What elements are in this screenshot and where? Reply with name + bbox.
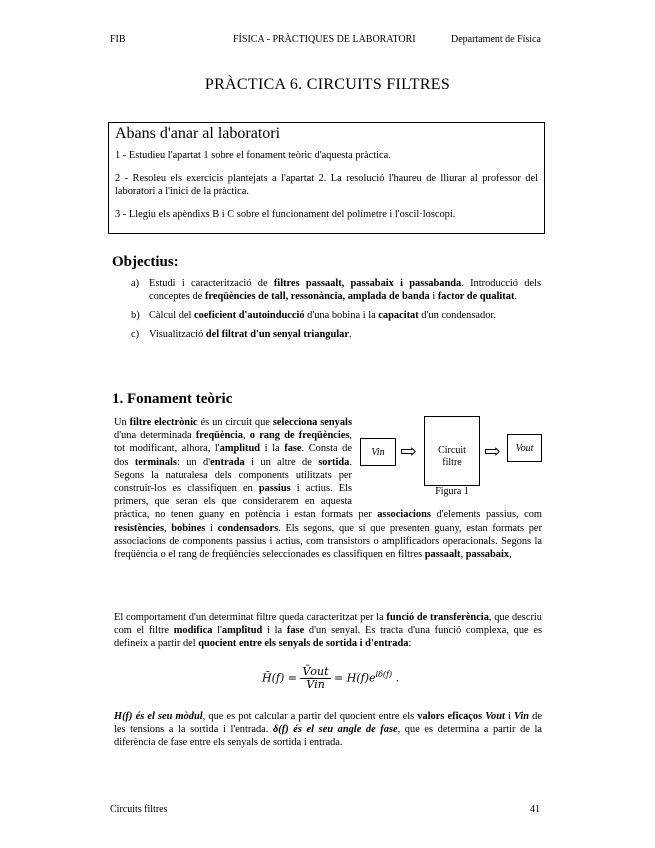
circuit-filter-box: Circuit filtre xyxy=(424,416,480,486)
vin-box: Vin xyxy=(360,438,396,466)
paragraph-1: Un filtre electrònic és un circuit que selecciona senyals d'una determinada freqüència, o rang de freqüències, tot modificant, alhora, l'amplitud i la fase. Consta de dos terminals: un d'entrada i un altre de sortida. Segons la naturalesa dels components utilitzats per construir-los es classifiquen en passius i actius. Els primers, que seran els que considerarem en aquesta pràctica, no tenen guany en potència i estan formats per associacions d'elements passius, com resistències, bobines i condensadors. Els segons, que sí que presenten guany, estan formats per associacions de components passius i actius, com transistors o amplificadors operacionals. Segons la freqüència o el rang de freqüències seleccionades es classifiquen en filtres passaalt, passabaix, xyxy=(114,417,542,561)
arrow-right-icon: ⇨ xyxy=(400,441,417,463)
paragraph-3: H(f) és el seu mòdul, que es pot calcular a partir del quocient entre els valors eficaços Vout i Vin de les tensions a la sortida i l'entrada. δ(f) és el seu angle de fase, que es determina a partir de la diferència de fase entre els senyals de sortida i entrada. xyxy=(114,711,542,749)
section-heading: 1. Fonament teòric xyxy=(112,391,233,407)
before-lab-item: 2 - Resoleu els exercicis plantejats a l'apartat 2. La resolució l'haureu de lliurar al professor del laboratori a l'inici de la pràctica. xyxy=(115,173,538,197)
before-lab-item: 1 - Estudieu l'apartat 1 sobre el fonament teòric d'aquesta pràctica. xyxy=(115,150,391,161)
objective-item: c) Visualització del filtrat d'un senyal triangular. xyxy=(131,329,352,340)
page-title: PRÀCTICA 6. CIRCUITS FILTRES xyxy=(204,76,451,93)
arrow-right-icon: ⇨ xyxy=(484,441,501,463)
before-lab-heading: Abans d'anar al laboratori xyxy=(115,125,281,142)
vout-box: Vout xyxy=(507,434,542,462)
header-center: FÍSICA - PRÀCTIQUES DE LABORATORI xyxy=(233,34,416,45)
page-number: 41 xyxy=(530,804,540,815)
paragraph-2: El comportament d'un determinat filtre queda caracteritzat per la funció de transferència, que descriu com el filtre modifica l'amplitud i la fase d'un senyal. Es tracta d'una funció complexa, que es defineix a partir del quocient entre els senyals de sortida i d'entrada: xyxy=(114,612,543,650)
transfer-function-formula: H̄(f) = $\frac{\text{V̄out}}{V̄in}$ = $H(f)e^{i\delta(f)}$ . xyxy=(262,665,400,691)
objective-item: b) Càlcul del coeficient d'autoinducció d'una bobina i la capacitat d'un condensador. xyxy=(131,310,496,321)
header-left: FIB xyxy=(110,34,126,45)
before-lab-box xyxy=(108,122,545,234)
objectives-list xyxy=(131,277,541,345)
formula-fraction: $\frac{\text{V̄out}}{V̄in}$ xyxy=(302,665,329,691)
header-right: Departament de Física xyxy=(451,34,541,45)
objective-item: a) Estudi i caracterització de filtres passaalt, passabaix i passabanda. Introducció dels conceptes de freqüències de tall, ressonància, amplada de banda i factor de qualitat. xyxy=(131,278,541,302)
before-lab-item: 3 - Llegiu els apèndixs B i C sobre el funcionament del polímetre i l'oscil·loscopi. xyxy=(115,209,456,220)
footer-left: Circuits filtres xyxy=(110,804,168,815)
objectives-heading: Objectius: xyxy=(112,254,179,270)
figure-caption: Figura 1 xyxy=(435,486,469,497)
